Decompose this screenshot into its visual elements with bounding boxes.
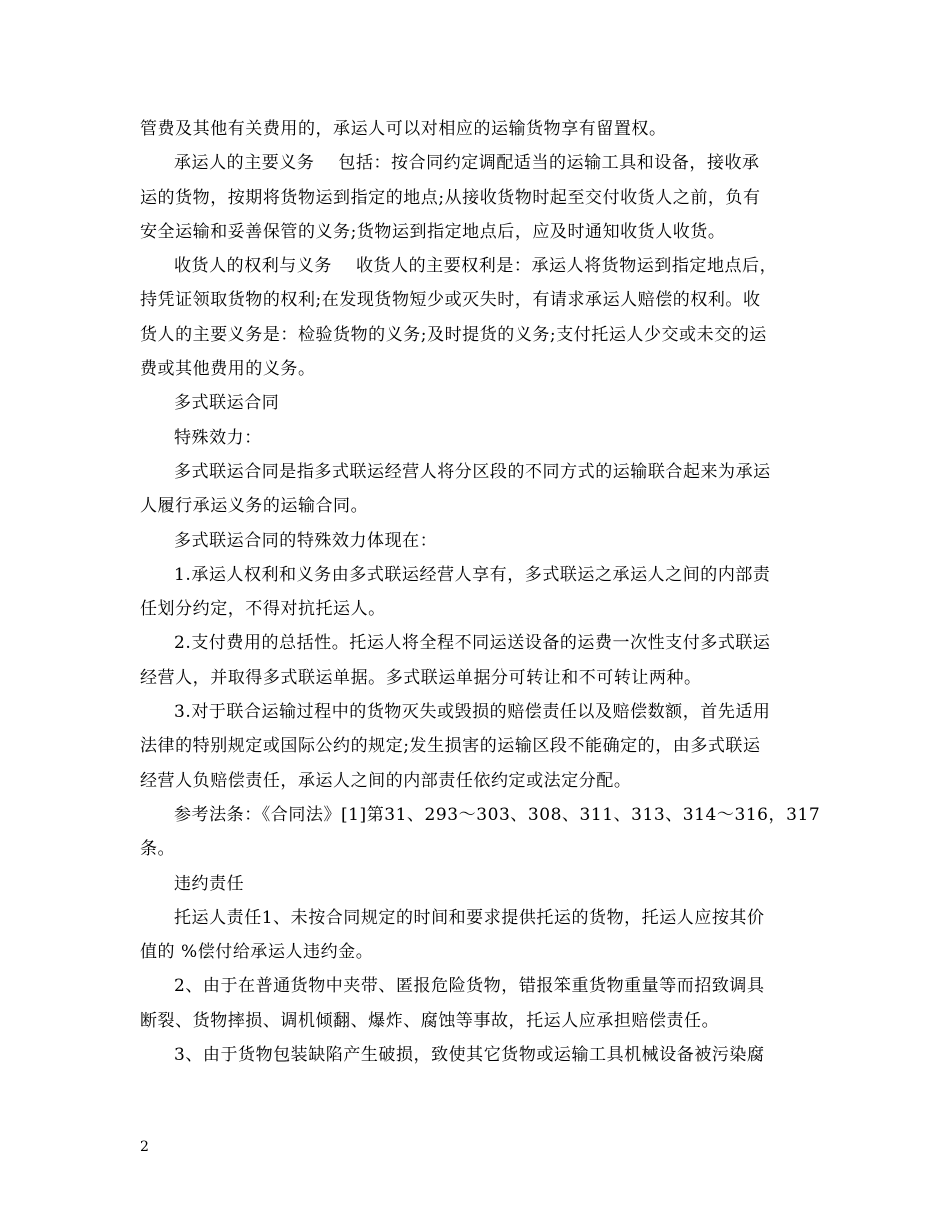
text-line: 多式联运合同是指多式联运经营人将分区段的不同方式的运输联合起来为承运 bbox=[174, 461, 771, 482]
text-line: 安全运输和妥善保管的义务;货物运到指定地点后，应及时通知收货人收货。 bbox=[140, 221, 726, 242]
text-run: 包括：按合同约定调配适当的运输工具和设备，接收承 bbox=[338, 153, 760, 174]
text-line: 经营人，并取得多式联运单据。多式联运单据分可转让和不可转让两种。 bbox=[140, 667, 702, 688]
text-line: 断裂、货物摔损、调机倾翻、爆炸、腐蚀等事故，托运人应承担赔偿责任。 bbox=[140, 1010, 720, 1031]
text-line: 特殊效力： bbox=[174, 427, 262, 448]
document-body bbox=[140, 112, 821, 1072]
text-line: 运的货物，按期将货物运到指定的地点;从接收货物时起至交付收货人之前，负有 bbox=[140, 187, 761, 208]
text-line: 条。 bbox=[140, 839, 176, 860]
list-item: 2、由于在普通货物中夹带、匿报危险货物，错报笨重货物重量等而招致调具 bbox=[174, 976, 765, 997]
text-line: 多式联运合同的特殊效力体现在： bbox=[174, 530, 438, 551]
text-line: 持凭证领取货物的权利;在发现货物短少或灭失时，有请求承运人赔偿的权利。收 bbox=[140, 290, 761, 311]
section-heading: 承运人的主要义务 bbox=[174, 153, 315, 174]
section-heading: 违约责任 bbox=[174, 873, 245, 894]
list-item: 3、由于货物包装缺陷产生破损，致使其它货物或运输工具机械设备被污染腐 bbox=[174, 1045, 765, 1066]
text-line: 托运人责任1、未按合同规定的时间和要求提供托运的货物，托运人应按其价 bbox=[174, 907, 765, 928]
text-line: 任划分约定，不得对抗托运人。 bbox=[140, 599, 386, 620]
text-line bbox=[140, 146, 812, 180]
page-number: 2 bbox=[140, 1139, 149, 1155]
section-heading: 收货人的权利与义务 bbox=[174, 256, 332, 277]
text-line: 货人的主要义务是：检验货物的义务;及时提货的义务;支付托运人少交或未交的运 bbox=[140, 324, 767, 345]
text-run: 收货人的主要权利是：承运人将货物运到指定地点后， bbox=[355, 256, 778, 277]
text-line: 费或其他费用的义务。 bbox=[140, 359, 316, 380]
list-item: 2.支付费用的总括性。托运人将全程不同运送设备的运费一次性支付多式联运 bbox=[174, 633, 771, 654]
list-item: 3.对于联合运输过程中的货物灭失或毁损的赔偿责任以及赔偿数额，首先适用 bbox=[174, 702, 771, 723]
section-heading: 多式联运合同 bbox=[174, 393, 280, 414]
text-line: 管费及其他有关费用的，承运人可以对相应的运输货物享有留置权。 bbox=[140, 119, 667, 139]
text-line: 法律的特别规定或国际公约的规定;发生损害的运输区段不能确定的，由多式联运 bbox=[140, 736, 761, 757]
list-item: 1.承运人权利和义务由多式联运经营人享有，多式联运之承运人之间的内部责 bbox=[174, 564, 771, 585]
text-line: 经营人负赔偿责任，承运人之间的内部责任依约定或法定分配。 bbox=[140, 770, 632, 791]
text-line: 参考法条：《合同法》[1]第31、293～303、308、311、313、314～316，317 bbox=[174, 804, 821, 825]
text-line bbox=[140, 249, 812, 283]
text-line: 人履行承运义务的运输合同。 bbox=[140, 496, 369, 517]
text-line: 值的 %偿付给承运人违约金。 bbox=[140, 942, 374, 963]
